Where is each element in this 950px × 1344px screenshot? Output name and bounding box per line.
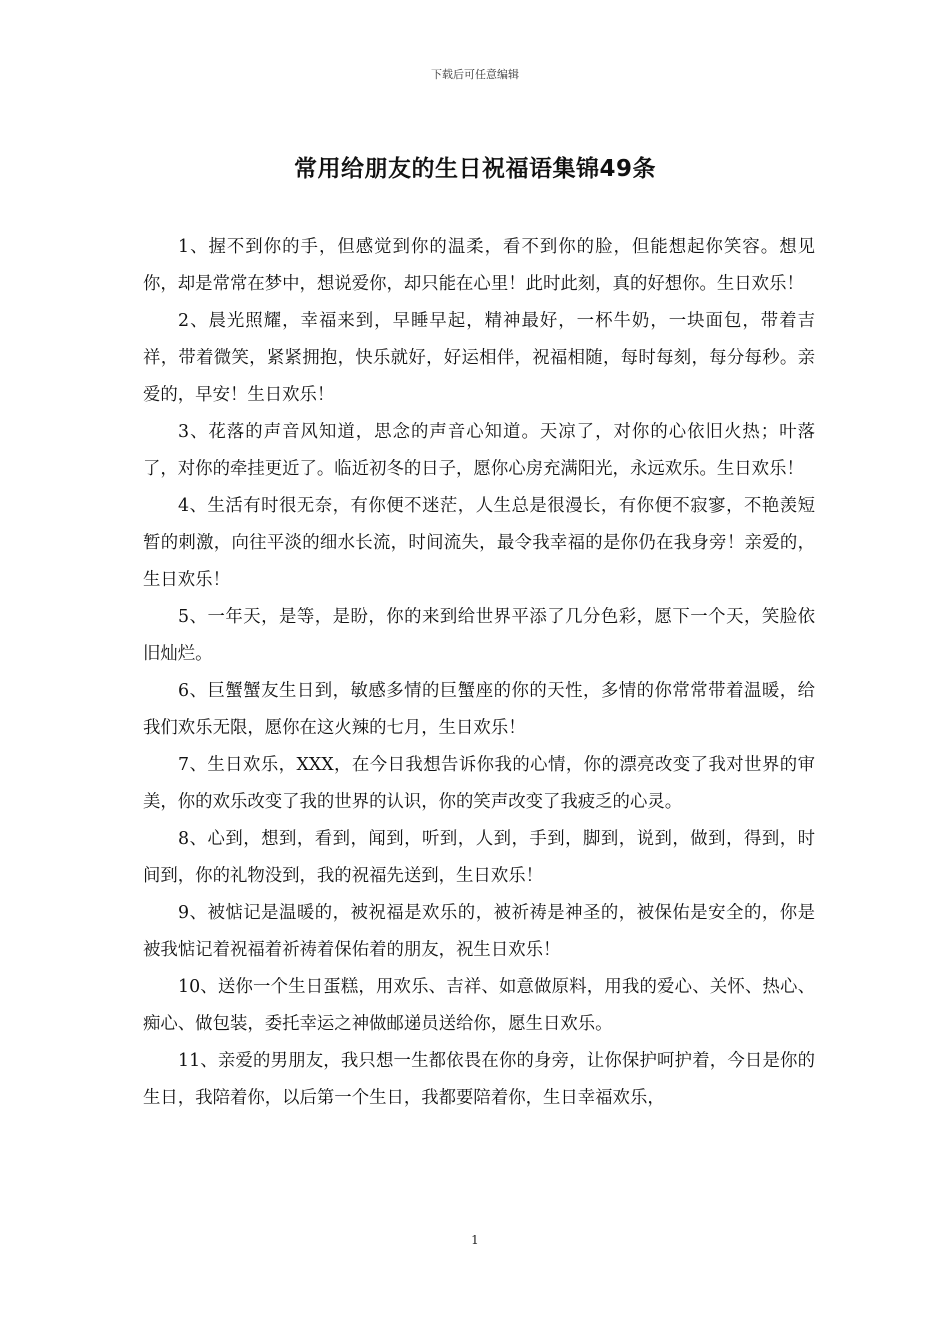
paragraph-11: 11、亲爱的男朋友，我只想一生都依畏在你的身旁，让你保护呵护着，今日是你的生日，我陪着你，以后第一个生日，我都要陪着你，生日幸福欢乐， (143, 1051, 815, 1108)
header-note: 下载后可任意编辑 (431, 68, 519, 81)
document-body (143, 229, 815, 1117)
paragraph-5: 5、一年天，是等，是盼，你的来到给世界平添了几分色彩，愿下一个天，笑脸依旧灿烂。 (143, 607, 815, 664)
paragraph-6: 6、巨蟹蟹友生日到，敏感多情的巨蟹座的你的天性，多情的你常常带着温暖，给我们欢乐无限，愿你在这火辣的七月，生日欢乐！ (143, 681, 815, 738)
page-number: 1 (471, 1233, 479, 1247)
paragraph-4: 4、生活有时很无奈，有你便不迷茫，人生总是很漫长，有你便不寂寥，不艳羡短暂的刺激，向往平淡的细水长流，时间流失，最令我幸福的是你仍在我身旁！亲爱的，生日欢乐！ (143, 496, 815, 590)
paragraph-7: 7、生日欢乐，XXX，在今日我想告诉你我的心情，你的漂亮改变了我对世界的审美，你的欢乐改变了我的世界的认识，你的笑声改变了我疲乏的心灵。 (143, 755, 815, 812)
paragraph-10: 10、送你一个生日蛋糕，用欢乐、吉祥、如意做原料，用我的爱心、关怀、热心、痴心、做包装，委托幸运之神做邮递员送给你，愿生日欢乐。 (143, 977, 815, 1034)
document-title: 常用给朋友的生日祝福语集锦49条 (293, 156, 656, 182)
paragraph-9: 9、被惦记是温暖的，被祝福是欢乐的，被祈祷是神圣的，被保佑是安全的，你是被我惦记着祝福着祈祷着保佑着的朋友，祝生日欢乐！ (143, 903, 815, 960)
paragraph-8: 8、心到，想到，看到，闻到，听到，人到，手到，脚到，说到，做到，得到，时间到，你的礼物没到，我的祝福先送到，生日欢乐！ (143, 829, 815, 886)
paragraph-2: 2、晨光照耀，幸福来到，早睡早起，精神最好，一杯牛奶，一块面包，带着吉祥，带着微笑，紧紧拥抱，快乐就好，好运相伴，祝福相随，每时每刻，每分每秒。亲爱的，早安！生日欢乐！ (143, 311, 815, 405)
paragraph-1: 1、握不到你的手，但感觉到你的温柔，看不到你的脸，但能想起你笑容。想见你，却是常常在梦中，想说爱你，却只能在心里！此时此刻，真的好想你。生日欢乐！ (143, 237, 815, 294)
paragraph-3: 3、花落的声音风知道，思念的声音心知道。天凉了，对你的心依旧火热；叶落了，对你的牵挂更近了。临近初冬的日子，愿你心房充满阳光，永远欢乐。生日欢乐！ (143, 422, 815, 479)
